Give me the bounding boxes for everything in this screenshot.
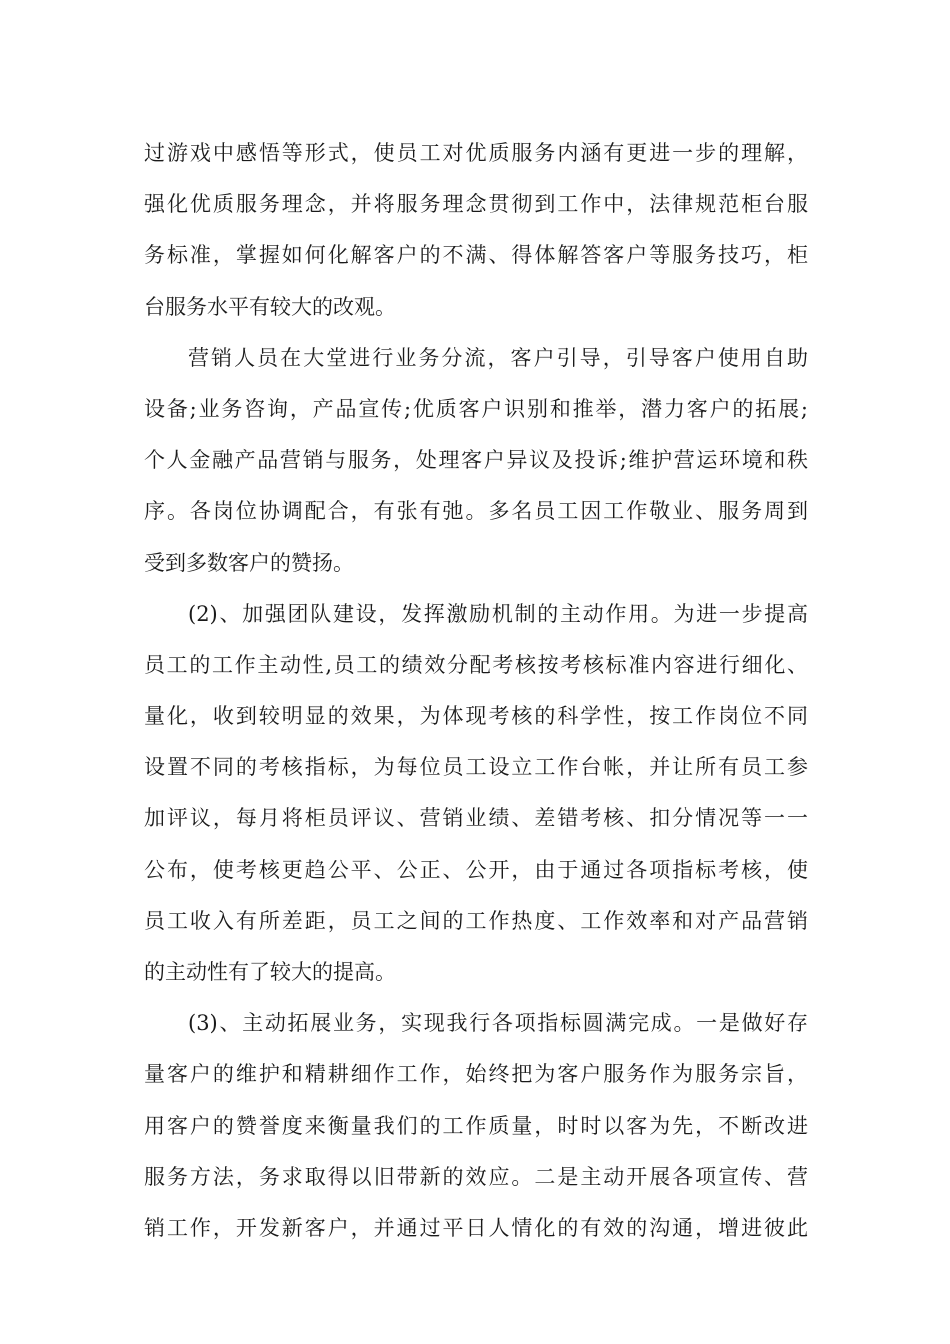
text-line: 加评议，每月将柜员评议、营销业绩、差错考核、扣分情况等一一 (144, 806, 808, 831)
text-line: 务标准，掌握如何化解客户的不满、得体解答客户等服务技巧，柜 (144, 243, 808, 268)
text-line: 员工的工作主动性,员工的绩效分配考核按考核标准内容进行细化、 (144, 652, 808, 677)
document-body (144, 128, 808, 1254)
text-line: 公布，使考核更趋公平、公正、公开，由于通过各项指标考核，使 (144, 857, 808, 882)
text-line: 的主动性有了较大的提高。 (144, 960, 396, 984)
text-line: 过游戏中感悟等形式，使员工对优质服务内涵有更进一步的理解， (144, 141, 808, 165)
paragraph (144, 333, 808, 589)
text-line: (3)、主动拓展业务，实现我行各项指标圆满完成。一是做好存 (188, 1011, 808, 1036)
text-line: 用客户的赞誉度来衡量我们的工作质量，时时以客为先，不断改进 (144, 1113, 808, 1138)
text-line: 设备;业务咨询，产品宣传;优质客户识别和推举，潜力客户的拓展; (144, 396, 808, 421)
text-line: 序。各岗位协调配合，有张有弛。多名员工因工作敬业、服务周到 (144, 499, 808, 524)
text-line: 个人金融产品营销与服务，处理客户异议及投诉;维护营运环境和秩 (144, 448, 808, 473)
text-line: 员工收入有所差距，员工之间的工作热度、工作效率和对产品营销 (144, 908, 808, 933)
text-line: 台服务水平有较大的改观。 (144, 294, 396, 319)
text-line: 服务方法，务求取得以旧带新的效应。二是主动开展各项宣传、营 (144, 1164, 808, 1189)
text-line: 强化优质服务理念，并将服务理念贯彻到工作中，法律规范柜台服 (144, 192, 808, 217)
text-line: 量化，收到较明显的效果，为体现考核的科学性，按工作岗位不同 (144, 704, 808, 729)
text-line: 受到多数客户的赞扬。 (144, 550, 354, 575)
paragraph (144, 998, 808, 1254)
text-line: 量客户的维护和精耕细作工作，始终把为客户服务作为服务宗旨， (144, 1062, 808, 1087)
text-line: 销工作，开发新客户，并通过平日人情化的有效的沟通，增进彼此 (144, 1215, 808, 1240)
text-line: 设置不同的考核指标，为每位员工设立工作台帐，并让所有员工参 (144, 755, 808, 780)
paragraph (144, 589, 808, 999)
text-line: (2)、加强团队建设，发挥激励机制的主动作用。为进一步提高 (188, 601, 808, 626)
paragraph (144, 128, 808, 333)
text-line: 营销人员在大堂进行业务分流，客户引导，引导客户使用自助 (188, 345, 808, 370)
